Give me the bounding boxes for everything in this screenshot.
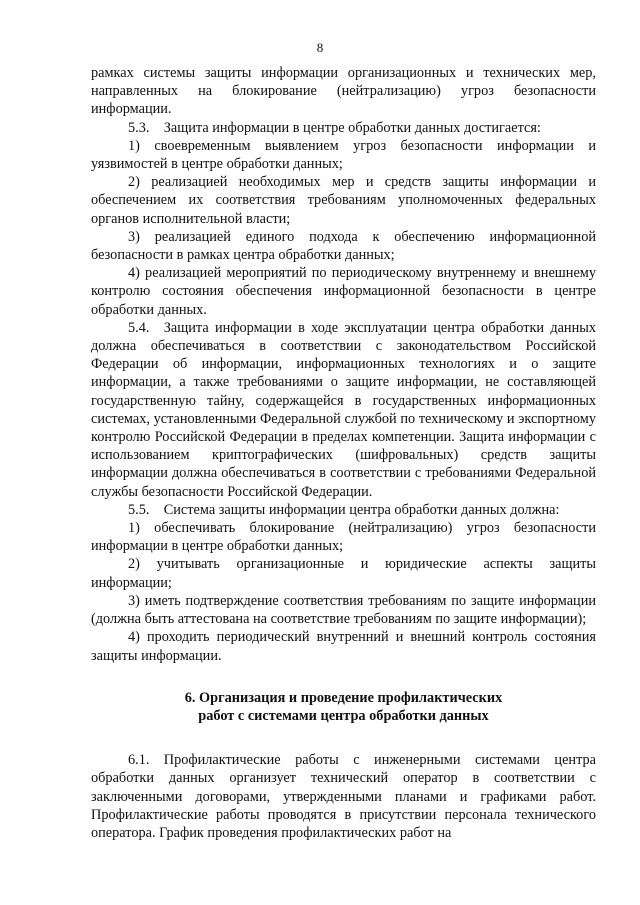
clause-5-5-item-3: 3) иметь подтверждение соответствия требованиям по защите информации (должна быть аттестована на соответствие требованиям по защите информации); (91, 592, 596, 628)
clause-5-3-item-1: 1) своевременным выявлением угроз безопасности информации и уязвимостей в центре обработки данных; (91, 137, 596, 173)
section-heading-line-1: 6. Организация и проведение профилактических (184, 689, 503, 706)
clause-5-4: 5.4. Защита информации в ходе эксплуатации центра обработки данных должна обеспечиваться в соответствии с законодательством Российской Федерации об информации, информационных технологиях и о защите информации, а также требованиями о защите информации, не составляющей государственную тайну, содержащейся в государственных информационных системах, установленными Федеральной службой по техническому и экспортному контролю Российской Федерации в пределах компетенции. Защита информации с использованием криптографических (шифровальных) средств защиты информации должна обеспечиваться в соответствии с требованиями Федеральной службы безопасности Российской Федерации. (91, 319, 596, 500)
clause-5-3: 5.3. Защита информации в центре обработки данных достигается: (128, 119, 541, 136)
document-body (91, 64, 596, 842)
paragraph-continuation: рамках системы защиты информации организационных и технических мер, направленных на блокирование (нейтрализацию) угроз безопасности информации. (91, 65, 596, 118)
clause-5-5-item-2: 2) учитывать организационные и юридические аспекты защиты информации; (91, 556, 596, 591)
section-6-heading (91, 689, 596, 725)
clause-5-3-item-4: 4) реализацией мероприятий по периодическому внутреннему и внешнему контролю состояния обеспечения информационной безопасности в центре обработки данных. (91, 265, 596, 318)
clause-5-5: 5.5. Система защиты информации центра обработки данных должна: (128, 501, 560, 518)
clause-5-5-item-4: 4) проходить периодический внутренний и внешний контроль состояния защиты информации. (91, 629, 596, 664)
section-heading-line-2: работ с системами центра обработки данных (198, 707, 489, 724)
clause-5-3-item-3: 3) реализацией единого подхода к обеспечению информационной безопасности в рамках центра обработки данных; (91, 228, 596, 264)
clause-5-3-item-2: 2) реализацией необходимых мер и средств защиты информации и обеспечением их соответствия требованиям уполномоченных федеральных органов исполнительной власти; (91, 174, 596, 227)
clause-6-1: 6.1. Профилактические работы с инженерными системами центра обработки данных организует технический оператор в соответствии с заключенными договорами, утвержденными планами и графиками работ. Профилактические работы проводятся в присутствии персонала технического оператора. График проведения профилактических работ на (91, 752, 596, 841)
clause-5-5-item-1: 1) обеспечивать блокирование (нейтрализацию) угроз безопасности информации в центре обработки данных; (91, 520, 596, 555)
page-number: 8 (316, 40, 324, 55)
